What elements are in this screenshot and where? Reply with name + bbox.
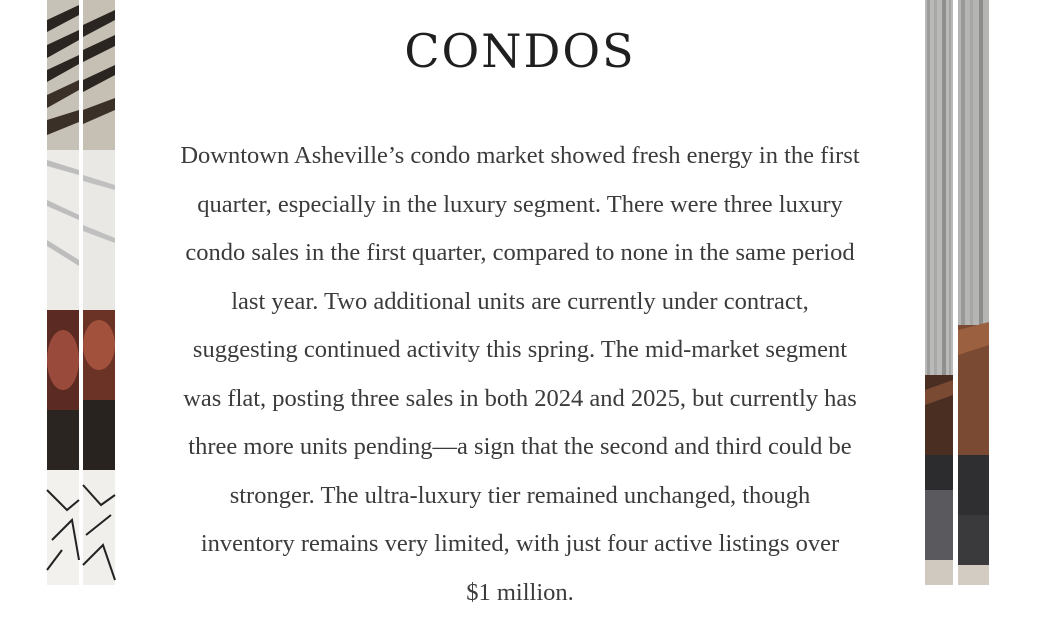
paragraph-line: three more units pending—a sign that the second and third could be [120,423,920,472]
paragraph-line: quarter, especially in the luxury segment. There were three luxury [120,181,920,230]
paragraph-line: Downtown Asheville’s condo market showed fresh energy in the first [120,132,920,181]
body-paragraph [120,132,920,617]
paragraph-line: last year. Two additional units are currently under contract, [120,278,920,327]
paragraph-line: stronger. The ultra-luxury tier remained unchanged, though [120,472,920,521]
right-photo-strip [925,0,953,585]
left-photo-strip [83,0,115,585]
paragraph-line: inventory remains very limited, with just four active listings over [120,520,920,569]
paragraph-line: suggesting continued activity this spring. The mid-market segment [120,326,920,375]
content-column [120,0,920,585]
interior-photo-image [47,0,79,585]
right-photo-strip [958,0,989,585]
paragraph-line: $1 million. [120,569,920,617]
interior-photo-image [925,0,953,585]
left-photo-strip [47,0,79,585]
interior-photo-image [83,0,115,585]
paragraph-line: condo sales in the first quarter, compared to none in the same period [120,229,920,278]
paragraph-line: was flat, posting three sales in both 2024 and 2025, but currently has [120,375,920,424]
interior-photo-image [958,0,989,585]
section-heading: CONDOS [120,22,920,80]
